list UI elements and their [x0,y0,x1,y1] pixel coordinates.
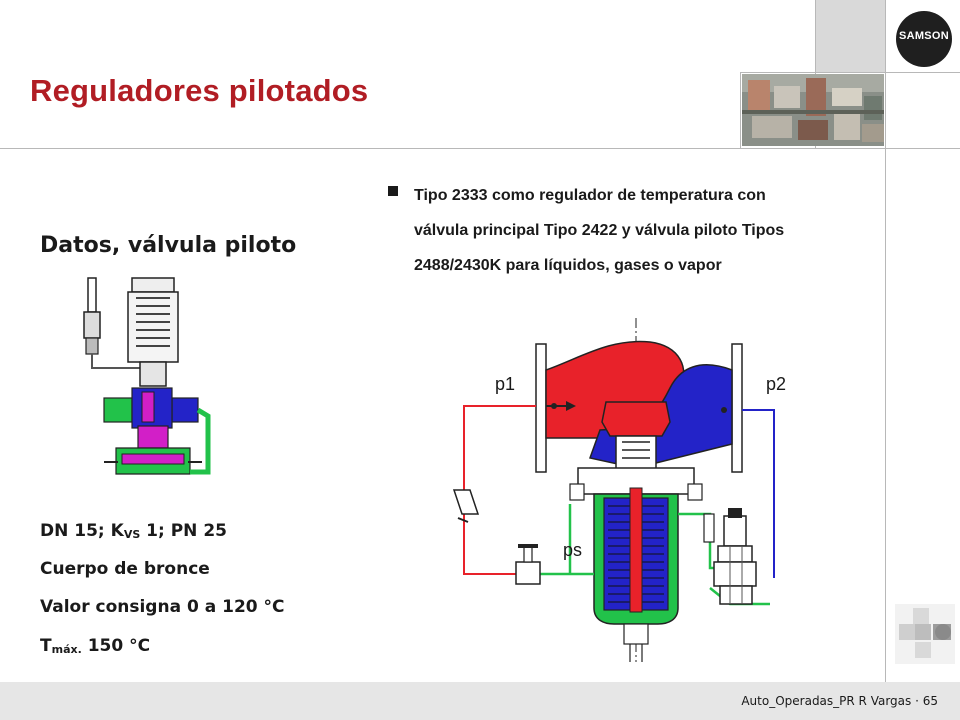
spec-line-4-suffix: 150 °C [81,636,151,656]
label-p1-text: p1 [495,374,516,394]
footer-text: Auto_Operadas_PR R Vargas · 65 [741,694,938,708]
header-grid-line [740,72,960,73]
samson-logo [896,11,952,67]
spec-line-2: Cuerpo de bronce [40,559,210,579]
bullet-text [414,178,934,283]
page-title: Reguladores pilotados [30,73,369,108]
aerial-photo [742,74,884,146]
bullet-line: 2488/2430K para líquidos, gases o vapor [414,257,722,274]
header-grid-line [740,72,741,148]
bullet-line: Tipo 2333 como regulador de temperatura con [414,187,766,204]
header-gray-box [815,0,885,72]
header-grid-line [885,0,886,720]
spec-line-4-sub: máx. [51,643,82,656]
header-divider [0,148,960,149]
regulator-diagram [440,318,790,662]
logo-text: SAMSON [898,30,950,42]
bullet-line: válvula principal Tipo 2422 y válvula piloto Tipos [414,222,785,239]
label-p2 [766,374,786,395]
label-p2-text: p2 [766,374,787,394]
bullet-square-icon [388,186,398,196]
spec-line-1-prefix: DN 15; K [40,521,124,541]
spec-line-4 [40,636,150,656]
spec-line-1 [40,521,227,541]
spec-line-3: Valor consigna 0 a 120 °C [40,597,285,617]
spec-line-4-prefix: T [40,636,52,656]
section-subtitle: Datos, válvula piloto [40,233,297,258]
label-ps [563,540,582,561]
pilot-valve-drawing [76,276,216,484]
spec-line-1-sub: VS [123,528,141,541]
samson-group-logo [895,604,955,664]
label-ps-text: ps [563,540,583,560]
spec-line-1-suffix: 1; PN 25 [140,521,227,541]
label-p1 [495,374,515,395]
